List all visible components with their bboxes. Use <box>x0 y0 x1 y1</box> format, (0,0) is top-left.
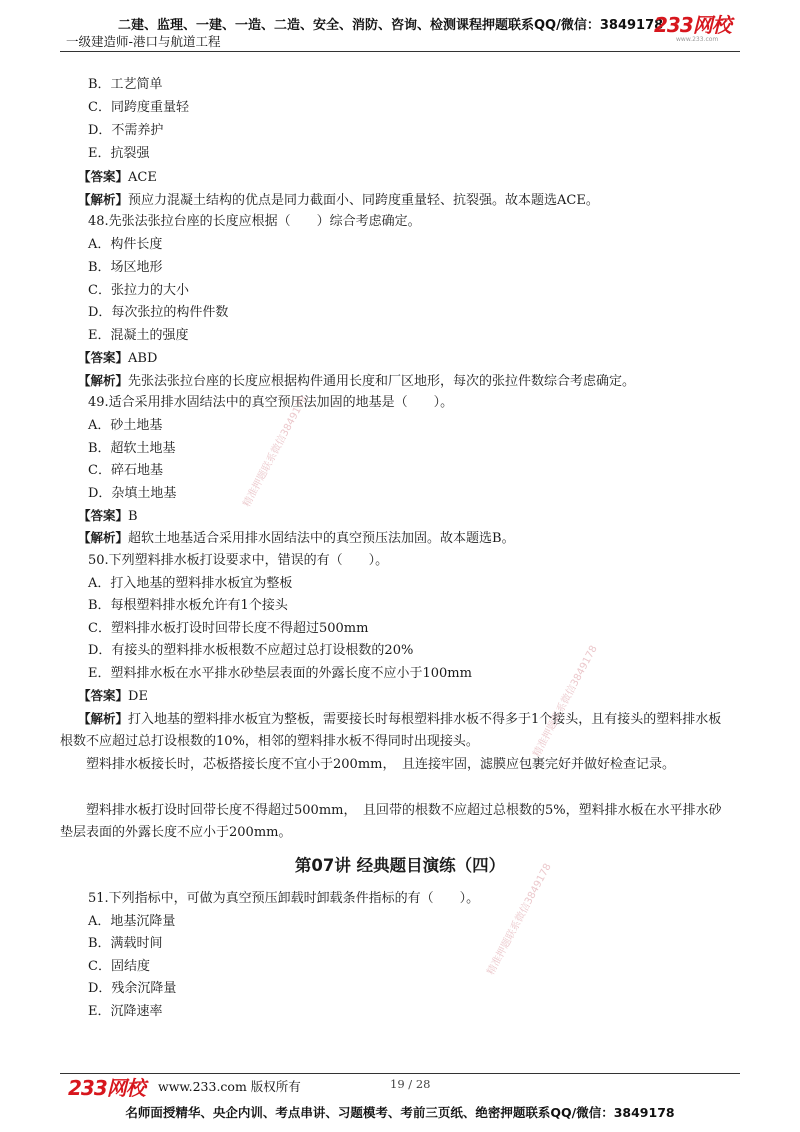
footer-copyright: www.233.com 版权所有 <box>158 1079 301 1094</box>
q48-option-e: E．混凝土的强度 <box>88 328 189 343</box>
q50-option-e: E．塑料排水板在水平排水砂垫层表面的外露长度不应小于100mm <box>88 666 472 681</box>
q47-option-b: B．工艺简单 <box>88 77 163 92</box>
q49-answer <box>78 507 138 526</box>
q50-analysis-paragraph-2: 塑料排水板接长时，芯板搭接长度不宜小于200mm， 且连接牢固，滤膜应包裹完好并做好检查记录。 <box>86 757 675 772</box>
q49-option-c: C．碎石地基 <box>88 463 163 478</box>
analysis-label: 【解析】 <box>78 711 129 726</box>
q47-answer <box>78 168 157 187</box>
q49-analysis <box>78 529 515 548</box>
analysis-text: 预应力混凝土结构的优点是同力截面小、同跨度重量轻、抗裂强。故本题选ACE。 <box>128 193 599 208</box>
q50-analysis-paragraph-1 <box>60 708 732 753</box>
header-logo <box>654 14 738 50</box>
analysis-text: 打入地基的塑料排水板宜为整板，需要接长时每根塑料排水板不得多于1个接头，且有接头的塑料排水板根数不应超过总打设根数的10%，相邻的塑料排水板不得同时出现接头。 <box>60 712 722 749</box>
q51-option-c: C．固结度 <box>88 959 150 974</box>
q51-question: 51.下列指标中，可做为真空预压卸载时卸载条件指标的有（ ）。 <box>88 891 480 906</box>
header-logo-url: www.233.com <box>676 36 719 43</box>
q50-question: 50.下列塑料排水板打设要求中，错误的有（ ）。 <box>88 553 389 568</box>
footer-divider <box>60 1073 740 1074</box>
q47-option-c: C．同跨度重量轻 <box>88 100 189 115</box>
answer-value: DE <box>128 689 148 704</box>
q47-analysis <box>78 191 599 210</box>
q50-option-a: A．打入地基的塑料排水板宜为整板 <box>88 576 293 591</box>
answer-value: ACE <box>128 170 157 185</box>
analysis-label: 【解析】 <box>78 530 129 545</box>
q49-option-d: D．杂填土地基 <box>88 486 177 501</box>
q49-option-b: B．超软土地基 <box>88 441 176 456</box>
q48-option-d: D．每次张拉的构件件数 <box>88 305 229 320</box>
watermark: 精准押题联系微信3849178 <box>531 643 600 760</box>
q50-answer <box>78 687 148 706</box>
header-divider <box>60 51 740 52</box>
q51-option-e: E．沉降速率 <box>88 1004 163 1019</box>
answer-label: 【答案】 <box>78 688 129 703</box>
analysis-text: 超软土地基适合采用排水固结法中的真空预压法加固。故本题选B。 <box>128 531 515 546</box>
q48-analysis <box>78 372 635 391</box>
q48-option-b: B．场区地形 <box>88 260 163 275</box>
q47-option-e: E．抗裂强 <box>88 146 150 161</box>
q50-option-d: D．有接头的塑料排水板根数不应超过总打设根数的20% <box>88 643 414 658</box>
footer-logo: 233网校 <box>68 1076 145 1100</box>
answer-label: 【答案】 <box>78 508 129 523</box>
q48-option-c: C．张拉力的大小 <box>88 283 189 298</box>
lecture-heading: 第07讲 经典题目演练（四） <box>294 856 506 875</box>
answer-label: 【答案】 <box>78 169 129 184</box>
analysis-text: 先张法张拉台座的长度应根据构件通用长度和厂区地形，每次的张拉件数综合考虑确定。 <box>128 374 636 389</box>
q50-analysis-paragraph-3: 塑料排水板打设时回带长度不得超过500mm， 且回带的根数不应超过总根数的5%，塑料排水板在水平排水砂垫层表面的外露长度不应小于200mm。 <box>60 803 722 840</box>
answer-value: ABD <box>128 351 158 366</box>
q48-answer <box>78 349 157 368</box>
q50-option-b: B．每根塑料排水板允许有1个接头 <box>88 598 288 613</box>
footer-promo-text: 名师面授精华、央企内训、考点串讲、习题模考、考前三页纸、绝密押题联系QQ/微信：3849178 <box>125 1105 675 1120</box>
analysis-label: 【解析】 <box>78 192 129 207</box>
header-logo-text: 233网校 <box>654 13 731 37</box>
q48-question: 48.先张法张拉台座的长度应根据（ ）综合考虑确定。 <box>88 214 421 229</box>
analysis-label: 【解析】 <box>78 373 129 388</box>
watermark: 精准押题联系微信3849178 <box>241 393 310 510</box>
q51-option-b: B．满载时间 <box>88 936 163 951</box>
q47-option-d: D．不需养护 <box>88 123 164 138</box>
answer-label: 【答案】 <box>78 350 129 365</box>
header-promo-text: 二建、监理、一建、一造、二造、安全、消防、咨询、检测课程押题联系QQ/微信：3849178 <box>118 18 664 33</box>
q49-option-a: A．砂土地基 <box>88 418 163 433</box>
q51-option-d: D．残余沉降量 <box>88 981 177 996</box>
q49-question: 49.适合采用排水固结法中的真空预压法加固的地基是（ ）。 <box>88 395 454 410</box>
q48-option-a: A．构件长度 <box>88 237 163 252</box>
q51-option-a: A．地基沉降量 <box>88 914 176 929</box>
answer-value: B <box>128 509 138 524</box>
header-course-title: 一级建造师-港口与航道工程 <box>66 34 221 49</box>
watermark: 精准押题联系微信3849178 <box>485 861 554 978</box>
q50-option-c: C．塑料排水板打设时回带长度不得超过500mm <box>88 621 369 636</box>
page-number: 19 / 28 <box>390 1077 431 1091</box>
